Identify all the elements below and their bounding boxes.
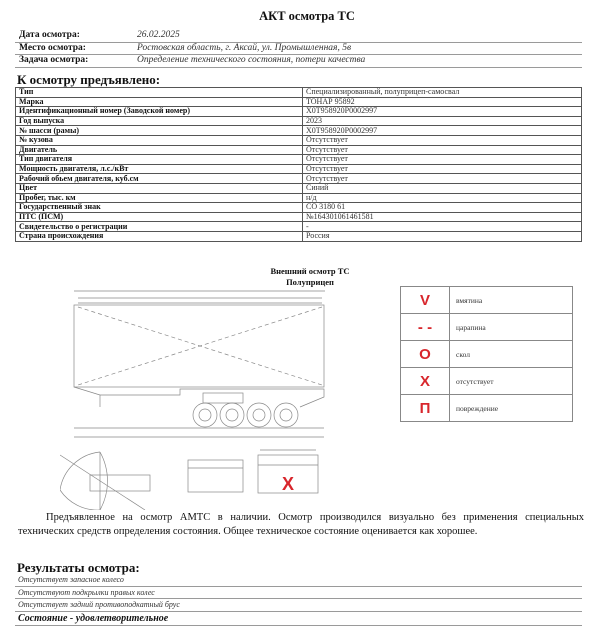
result-item: Отсутствует запасное колесо xyxy=(15,574,582,587)
spec-key: Идентификационный номер (Заводской номер) xyxy=(16,107,303,117)
spec-key: № кузова xyxy=(16,135,303,145)
spec-value: Отсутствует xyxy=(303,164,582,174)
spec-key: № шасси (рамы) xyxy=(16,126,303,136)
spec-value: Отсутствует xyxy=(303,135,582,145)
spec-value: X0T958920P0002997 xyxy=(303,126,582,136)
summary-paragraph: Предъявленное на осмотр АМТС в наличии. Осмотр производился визуально без применения специальных технических средств определения состояния. Общее техническое состояние оценивается как хорошее. xyxy=(18,512,584,537)
meta-value: Определение технического состояния, потери качества xyxy=(137,55,366,65)
swing-arc xyxy=(100,452,107,510)
spec-value: Отсутствует xyxy=(303,174,582,184)
spec-row xyxy=(16,174,582,184)
meta-value: 26.02.2025 xyxy=(137,30,180,40)
spec-row xyxy=(16,183,582,193)
legend-symbol-icon: V xyxy=(401,287,450,314)
result-item: Отсутствуют подкрылки правых колес xyxy=(15,587,582,600)
meta-row-place xyxy=(15,43,582,56)
drawbar xyxy=(90,475,150,491)
spec-row xyxy=(16,231,582,241)
spec-value: Россия xyxy=(303,231,582,241)
spec-value: Специализированный, полуприцеп-самосвал xyxy=(303,88,582,98)
meta-value: Ростовская область, г. Аксай, ул. Промышленная, 5в xyxy=(137,42,352,53)
spec-key: Свидетельство о регистрации xyxy=(16,222,303,232)
spec-key: Страна происхождения xyxy=(16,231,303,241)
spec-key: Мощность двигателя, л.с./кВт xyxy=(16,164,303,174)
spec-value: Синий xyxy=(303,183,582,193)
spec-key: ПТС (ПСМ) xyxy=(16,212,303,222)
presented-heading: К осмотру предъявлено: xyxy=(17,72,161,87)
toolbox xyxy=(203,393,243,403)
results-list xyxy=(15,574,582,626)
spec-value: СО 3180 61 xyxy=(303,203,582,213)
wheel xyxy=(247,403,271,427)
legend-symbol-icon: - - xyxy=(401,314,450,341)
spec-value: - xyxy=(303,222,582,232)
legend-row xyxy=(401,395,573,422)
spec-row xyxy=(16,193,582,203)
spec-row xyxy=(16,212,582,222)
external-subtitle: Полуприцеп xyxy=(286,277,334,287)
spec-row xyxy=(16,155,582,165)
spec-value: 2023 xyxy=(303,116,582,126)
wheel xyxy=(274,403,298,427)
legend-row xyxy=(401,287,573,314)
spec-row xyxy=(16,126,582,136)
external-title: Внешний осмотр ТС xyxy=(270,266,350,276)
spec-key: Марка xyxy=(16,97,303,107)
meta-label: Место осмотра: xyxy=(19,42,86,53)
spec-value: №164301061461581 xyxy=(303,212,582,222)
legend-row xyxy=(401,368,573,395)
spec-key: Тип xyxy=(16,88,303,98)
meta-label: Задача осмотра: xyxy=(19,55,89,65)
results-heading: Результаты осмотра: xyxy=(17,560,140,575)
spec-row xyxy=(16,97,582,107)
spec-key: Год выпуска xyxy=(16,116,303,126)
chassis-frame xyxy=(74,387,324,407)
spec-key: Государственный знак xyxy=(16,203,303,213)
meta-row-date xyxy=(15,30,582,43)
trailer-drawing xyxy=(60,285,390,510)
spec-key: Тип двигателя xyxy=(16,155,303,165)
legend-label: скол xyxy=(450,341,573,368)
legend-label: отсутствует xyxy=(450,368,573,395)
missing-mark: X xyxy=(281,474,295,494)
inspection-meta xyxy=(15,30,582,68)
document-title: АКТ осмотра ТС xyxy=(259,9,355,23)
spec-row xyxy=(16,164,582,174)
meta-label: Дата осмотра: xyxy=(19,30,80,40)
legend-symbol-icon: П xyxy=(401,395,450,422)
spec-row xyxy=(16,203,582,213)
spec-value: ТОНАР 95892 xyxy=(303,97,582,107)
wheels xyxy=(193,403,298,427)
legend-label: повреждение xyxy=(450,395,573,422)
meta-row-task xyxy=(15,55,582,68)
spec-value: н/д xyxy=(303,193,582,203)
spec-key: Двигатель xyxy=(16,145,303,155)
wheel xyxy=(220,403,244,427)
spec-key: Рабочий обьем двигателя, куб.см xyxy=(16,174,303,184)
spec-row xyxy=(16,88,582,98)
damage-legend-table xyxy=(400,286,573,422)
spec-key: Пробег, тыс. км xyxy=(16,193,303,203)
spec-row xyxy=(16,222,582,232)
legend-symbol-icon: O xyxy=(401,341,450,368)
result-item: Отсутствует задний противоподкатный брус xyxy=(15,599,582,612)
spec-key: Цвет xyxy=(16,183,303,193)
result-conclusion: Состояние - удовлетворительное xyxy=(15,612,582,626)
legend-row xyxy=(401,314,573,341)
vehicle-specs-table xyxy=(15,87,582,242)
spec-row xyxy=(16,145,582,155)
legend-label: вмятина xyxy=(450,287,573,314)
legend-label: царапина xyxy=(450,314,573,341)
spec-row xyxy=(16,107,582,117)
spec-row xyxy=(16,135,582,145)
spec-value: Отсутствует xyxy=(303,145,582,155)
spec-row xyxy=(16,116,582,126)
spec-value: X0T958920P0002997 xyxy=(303,107,582,117)
rear-view-1 xyxy=(188,460,243,492)
wheel xyxy=(193,403,217,427)
spec-value: Отсутствует xyxy=(303,155,582,165)
legend-row xyxy=(401,341,573,368)
legend-symbol-icon: X xyxy=(401,368,450,395)
